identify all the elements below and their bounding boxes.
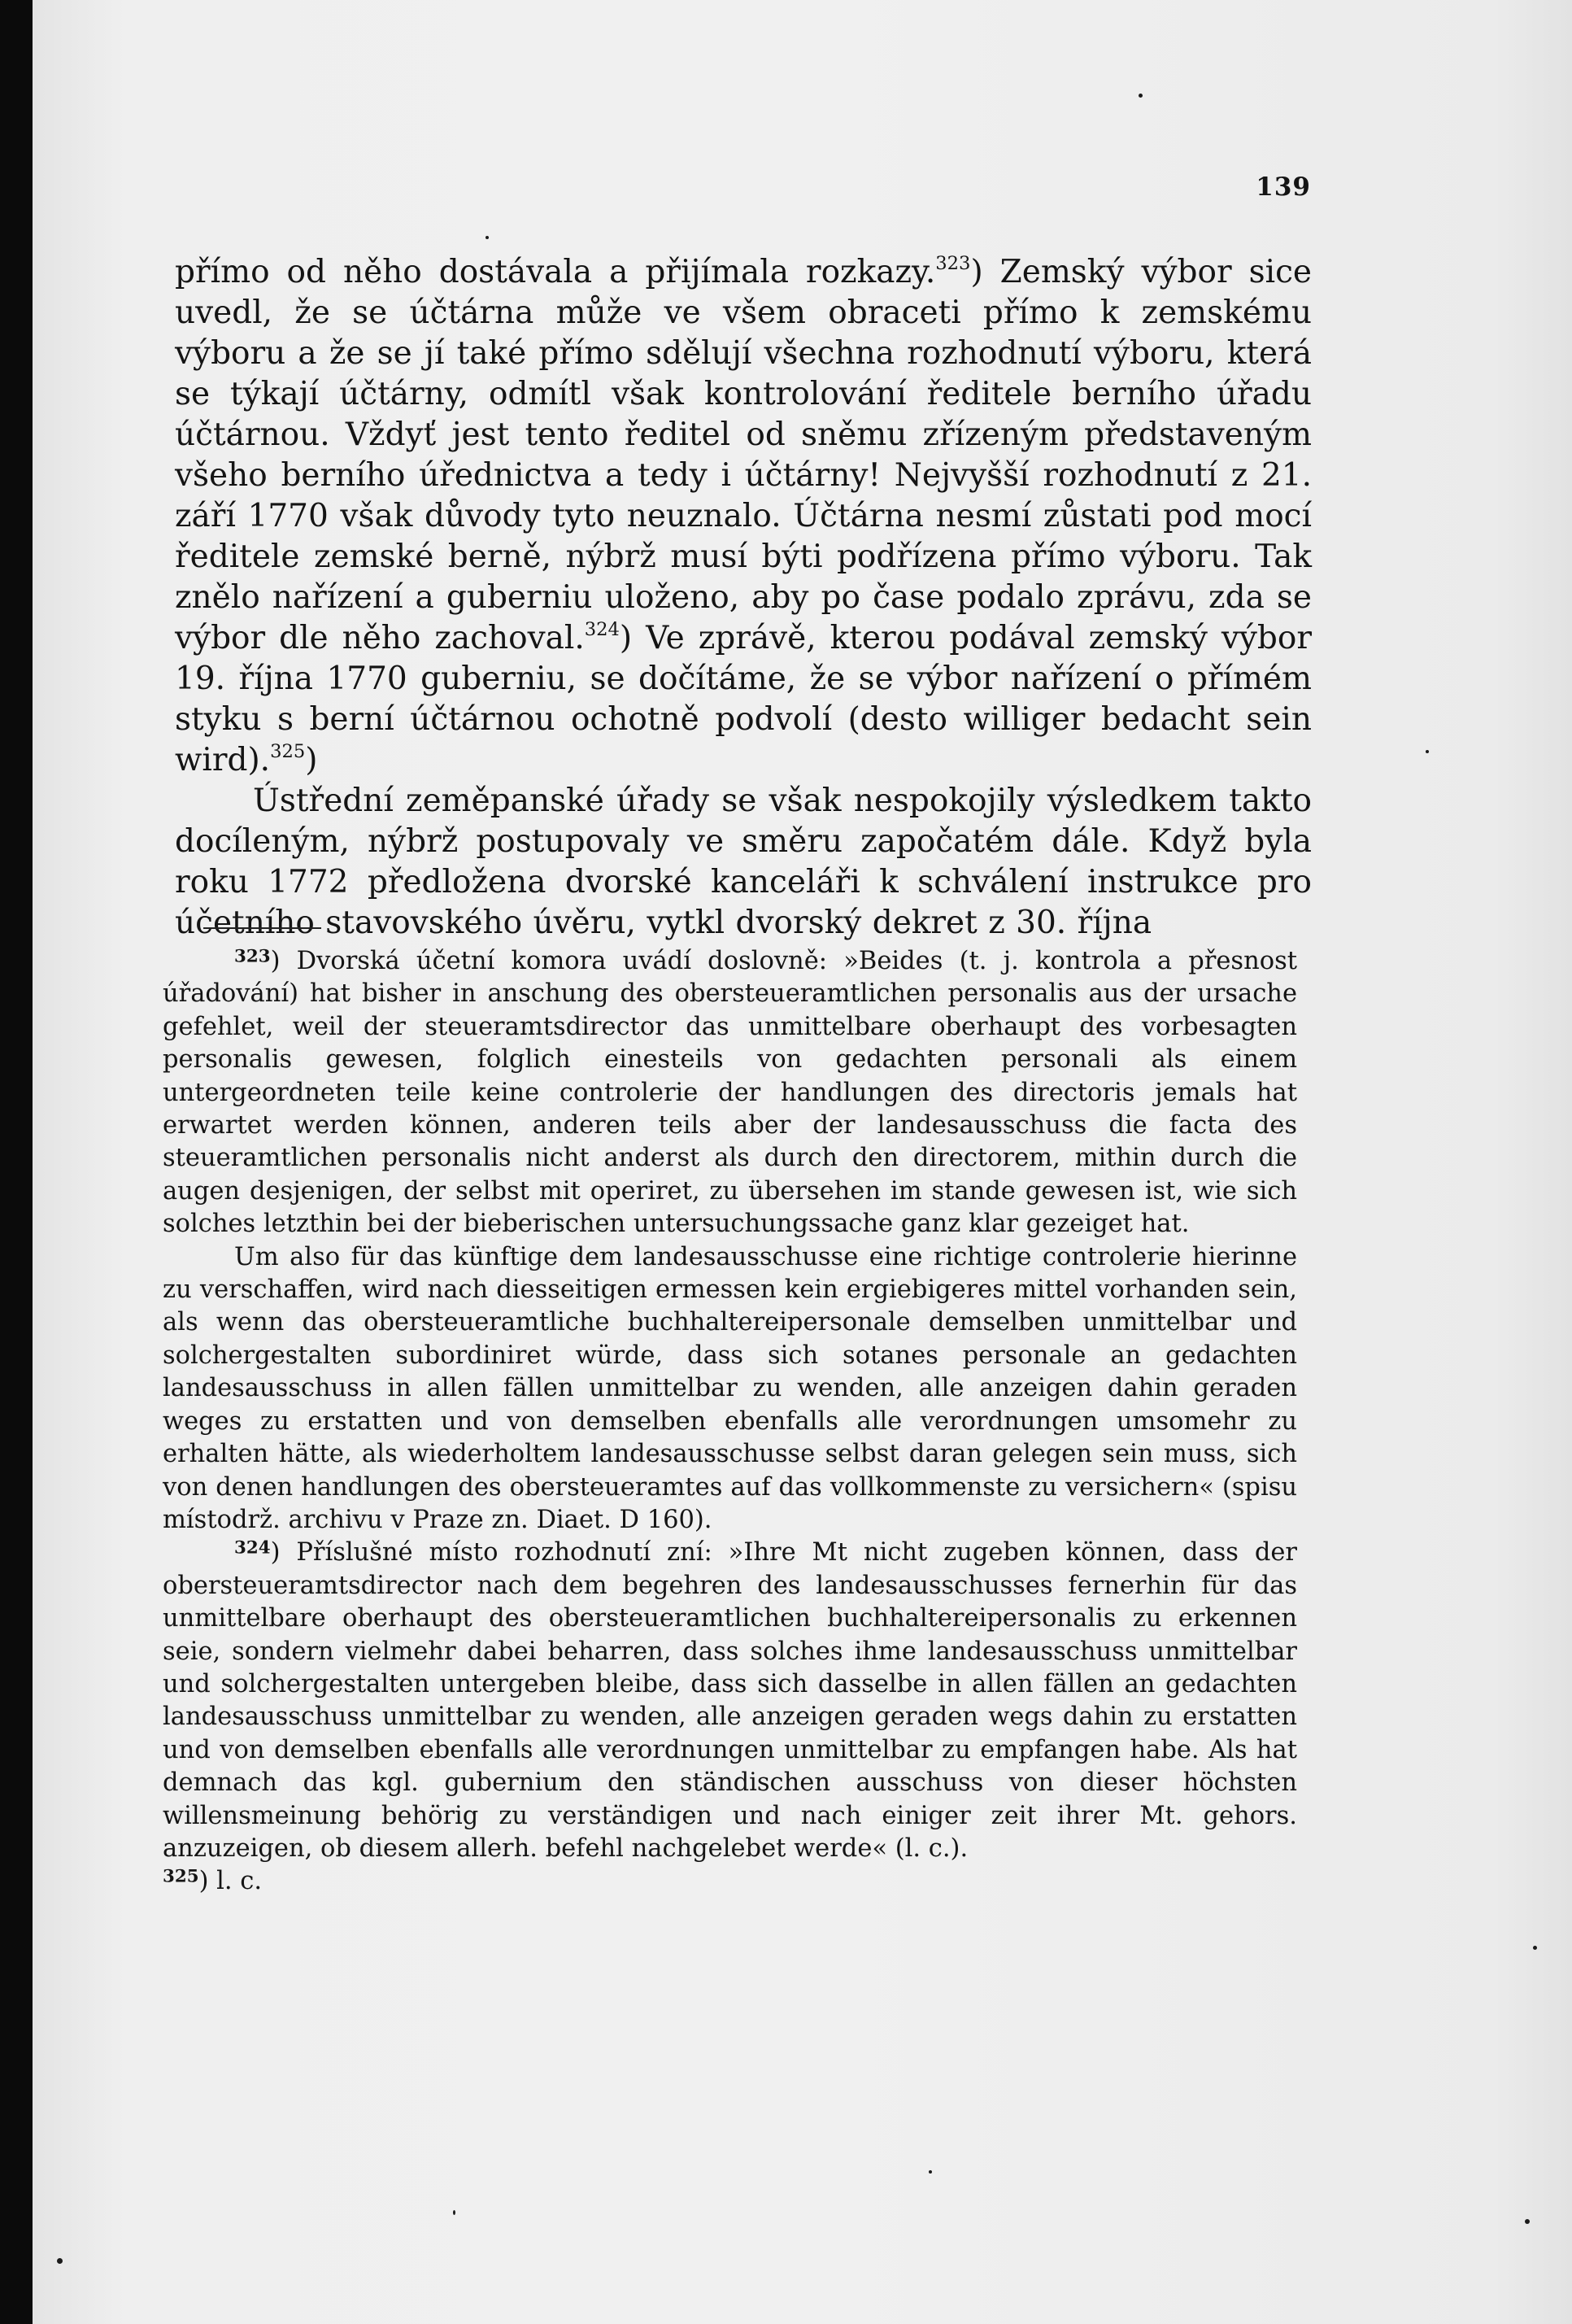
paragraph-1-part-3: ) Ve zprávě, kterou podával zemský výbor 19. října 1770 guberniu, se dočítáme, že se výbor nařízení o přímém styku s berní účtárnou ochotně podvolí (desto williger bedacht sein wird). xyxy=(175,620,1312,778)
footnotes xyxy=(163,945,1297,1899)
scan-border xyxy=(0,0,33,2324)
footnote-ref-325: 325 xyxy=(270,741,306,763)
book-page xyxy=(33,0,1572,2324)
footnote-323 xyxy=(163,945,1297,1241)
scan-speck xyxy=(453,2210,455,2215)
footnote-number: 325 xyxy=(163,1866,199,1887)
footnote-324 xyxy=(163,1537,1297,1865)
paragraph-1-part-4: ) xyxy=(305,742,318,778)
main-text xyxy=(175,252,1312,944)
paragraph-1-part-2: ) Zemský výbor sice uvedl, že se účtárna může ve všem obraceti přímo k zemskému výboru a že se jí také přímo sdělují všechna rozhodnutí výboru, která se týkají účtárny, odmítl však kontrolování ředitele berního úřadu účtárnou. Vždyť jest tento ředitel od sněmu zřízeným představeným všeho berního úřednictva a tedy i účtárny! Nejvyšší rozhodnutí z 21. září 1770 však důvody tyto neuznalo. Účtárna nesmí zůstati pod mocí ředitele zemské berně, nýbrž musí býti podřízena přímo výboru. Tak znělo nařízení a guberniu uloženo, aby po čase podalo zprávu, zda se výbor dle něho zachoval. xyxy=(175,254,1313,656)
paragraph-1-part-1: přímo od něho dostávala a přijímala rozkazy. xyxy=(175,254,936,290)
scan-speck xyxy=(1426,750,1429,753)
footnote-325 xyxy=(163,1865,1297,1898)
scan-speck xyxy=(1139,94,1143,98)
footnote-text: ) Příslušné místo rozhodnutí zní: »Ihre Mt nicht zugeben können, dass der obersteueramtsdirector nach dem begehren des landesausschusses fernerhin für das unmittelbare oberhaupt des obersteueramtlichen buchhaltereipersonalis zu erkennen seie, sondern vielmehr dabei beharren, dass solches ihme landesausschuss unmittelbar und solchergestalten untergeben bleibe, dass sich dasselbe in allen fällen an gedachten landesausschuss unmittelbar zu wenden, alle anzeigen geraden wegs dahin zu erstatten und von demselben ebenfalls alle verordnungen unmittelbar zu empfangen habe. Als hat demnach das kgl. gubernium den ständischen ausschuss von dieser höchsten willensmeinung behörig zu verständigen und nach einiger zeit ihrer Mt. gehors. anzuzeigen, ob diesem allerh. befehl nachgelebet werde« (l. c.). xyxy=(163,1538,1297,1863)
footnote-323-continued: Um also für das künftige dem landesausschusse eine richtige controlerie hierinne zu verschaffen, wird nach diesseitigen ermessen kein ergiebigeres mittel vorhanden sein, als wenn das obersteueramtliche buchhaltereipersonale demselben unmittelbar und solchergestalten subordiniret würde, dass sich sotanes personale an gedachten landesausschuss in allen fällen unmittelbar zu wenden, alle anzeigen dahin geraden weges zu erstatten und von demselben ebenfalls alle verordnungen umsomehr zu erhalten hätte, als wiederholtem landesausschusse selbst daran gelegen sein muss, sich von denen handlungen des obersteueramtes auf das vollkommenste zu versichern« (spisu místodrž. archivu v Praze zn. Diaet. D 160). xyxy=(163,1242,1297,1534)
scan-speck xyxy=(486,236,489,239)
footnote-number: 323 xyxy=(234,946,271,967)
scan-speck xyxy=(57,2258,63,2264)
footnote-ref-324: 324 xyxy=(584,619,620,641)
footnote-number: 324 xyxy=(234,1537,271,1559)
footnote-text: ) l. c. xyxy=(198,1867,263,1896)
footnote-ref-323: 323 xyxy=(935,253,971,275)
paragraph-2: Ústřední zeměpanské úřady se však nespokojily výsledkem takto docíleným, nýbrž postupovaly ve směru započatém dále. Když byla roku 1772 předložena dvorské kanceláři k schválení instrukce pro účetního stavovského úvěru, vytkl dvorský dekret z 30. října xyxy=(175,783,1312,941)
footnote-text: ) Dvorská účetní komora uvádí doslovně: »Beides (t. j. kontrola a přesnost úřadování) hat bisher in anschung des obersteueramtlichen personalis aus der ursache gefehlet, weil der steueramtsdirector das unmittelbare oberhaupt des vorbesagten personalis gewesen, folglich einesteils von gedachten personali als einem untergeordneten teile keine controlerie der handlungen des directoris jemals hat erwartet werden können, anderen teils aber der landesausschuss die facta des steueramtlichen personalis nicht anderst als durch den directorem, mithin durch die augen desjenigen, der selbst mit operiret, zu übersehen im stande gewesen ist, wie sich solches letzthin bei der bieberischen untersuchungssache ganz klar gezeiget hat. xyxy=(163,947,1297,1239)
page-number: 139 xyxy=(1256,172,1311,202)
footnote-divider xyxy=(203,927,321,929)
scan-speck xyxy=(1525,2219,1530,2224)
paragraph-1 xyxy=(175,252,1312,781)
scan-speck xyxy=(929,2170,932,2174)
scan-speck xyxy=(1533,1946,1537,1950)
